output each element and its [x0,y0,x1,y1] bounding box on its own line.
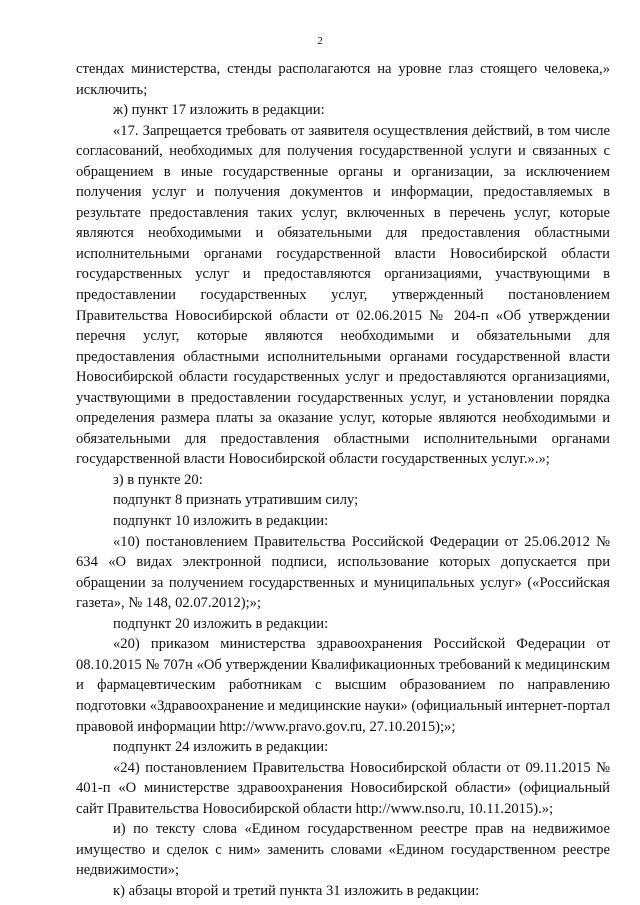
paragraph-clause-17: «17. Запрещается требовать от заявителя осуществления действий, в том числе согласований, необходимых для получения государственной услуги и связанных с обращением в иные государственные органы и организации, за исключением получения услуг и получения документов и информации, предоставляемых в результате предоставления таких услуг, включенных в перечень услуг, которые являются необходимыми и обязательными для предоставления областными исполнительными органами государственной власти Новосибирской области государственных услуг и предоставляются организациями, участвующими в предоставлении государственных услуг, утвержденный постановлением Правительства Новосибирской области от 02.06.2015 № 204-п «Об утверждении перечня услуг, которые являются необходимыми и обязательными для предоставления областными исполнительными органами государственной власти Новосибирской области государственных услуг и предоставляются организациями, участвующими в предоставлении государственных услуг, и установлении порядка определения размера платы за оказание услуг, которые являются необходимыми и обязательными для предоставления областными исполнительными органами государственной власти Новосибирской области государственных услуг.».»; [76,122,610,468]
paragraph-subitem-24: «24) постановлением Правительства Новосибирской области от 09.11.2015 № 401-п «О министерстве здравоохранения Новосибирской области» (официальный сайт Правительства Новосибирской области http://www.nso.ru, 10.11.2015).»; [76,759,610,817]
paragraph-item-i: и) по тексту слова «Едином государственном реестре прав на недвижимое имущество и сделок с ним» заменить словами «Едином государственном реестре недвижимости»; [76,821,610,879]
paragraph-subitem-20: «20) приказом министерства здравоохранения Российской Федерации от 08.10.2015 № 707н «Об утверждении Квалификационных требований к медицинским и фармацевтическим работникам с высшим образованием по направлению подготовки «Здравоохранение и медицинские науки» (официальный интернет-портал правовой информации http://www.pravo.gov.ru, 27.10.2015);»; [76,636,610,735]
paragraph-subitem-10: «10) постановлением Правительства Российской Федерации от 25.06.2012 № 634 «О видах электронной подписи, использование которых допускается при обращении за получением государственных и муниципальных услуг» («Российская газета», № 148, 02.07.2012);»; [76,533,610,612]
paragraph-item-k: к) абзацы второй и третий пункта 31 изложить в редакции: [113,882,480,899]
paragraph-subitem-8: подпункт 8 признать утратившим силу; [113,492,359,509]
paragraph-subitem-20-intro: подпункт 20 изложить в редакции: [113,615,329,632]
paragraph-subitem-24-intro: подпункт 24 изложить в редакции: [113,739,329,756]
page-number: 2 [317,35,323,47]
paragraph-continuation: стендах министерства, стенды располагаются на уровне глаз стоящего человека,» исключить; [76,61,610,98]
paragraph-subitem-10-intro: подпункт 10 изложить в редакции: [113,513,329,530]
paragraph-item-z: з) в пункте 20: [113,471,203,488]
paragraph-item-zh: ж) пункт 17 изложить в редакции: [113,102,325,119]
document-body [76,59,610,901]
